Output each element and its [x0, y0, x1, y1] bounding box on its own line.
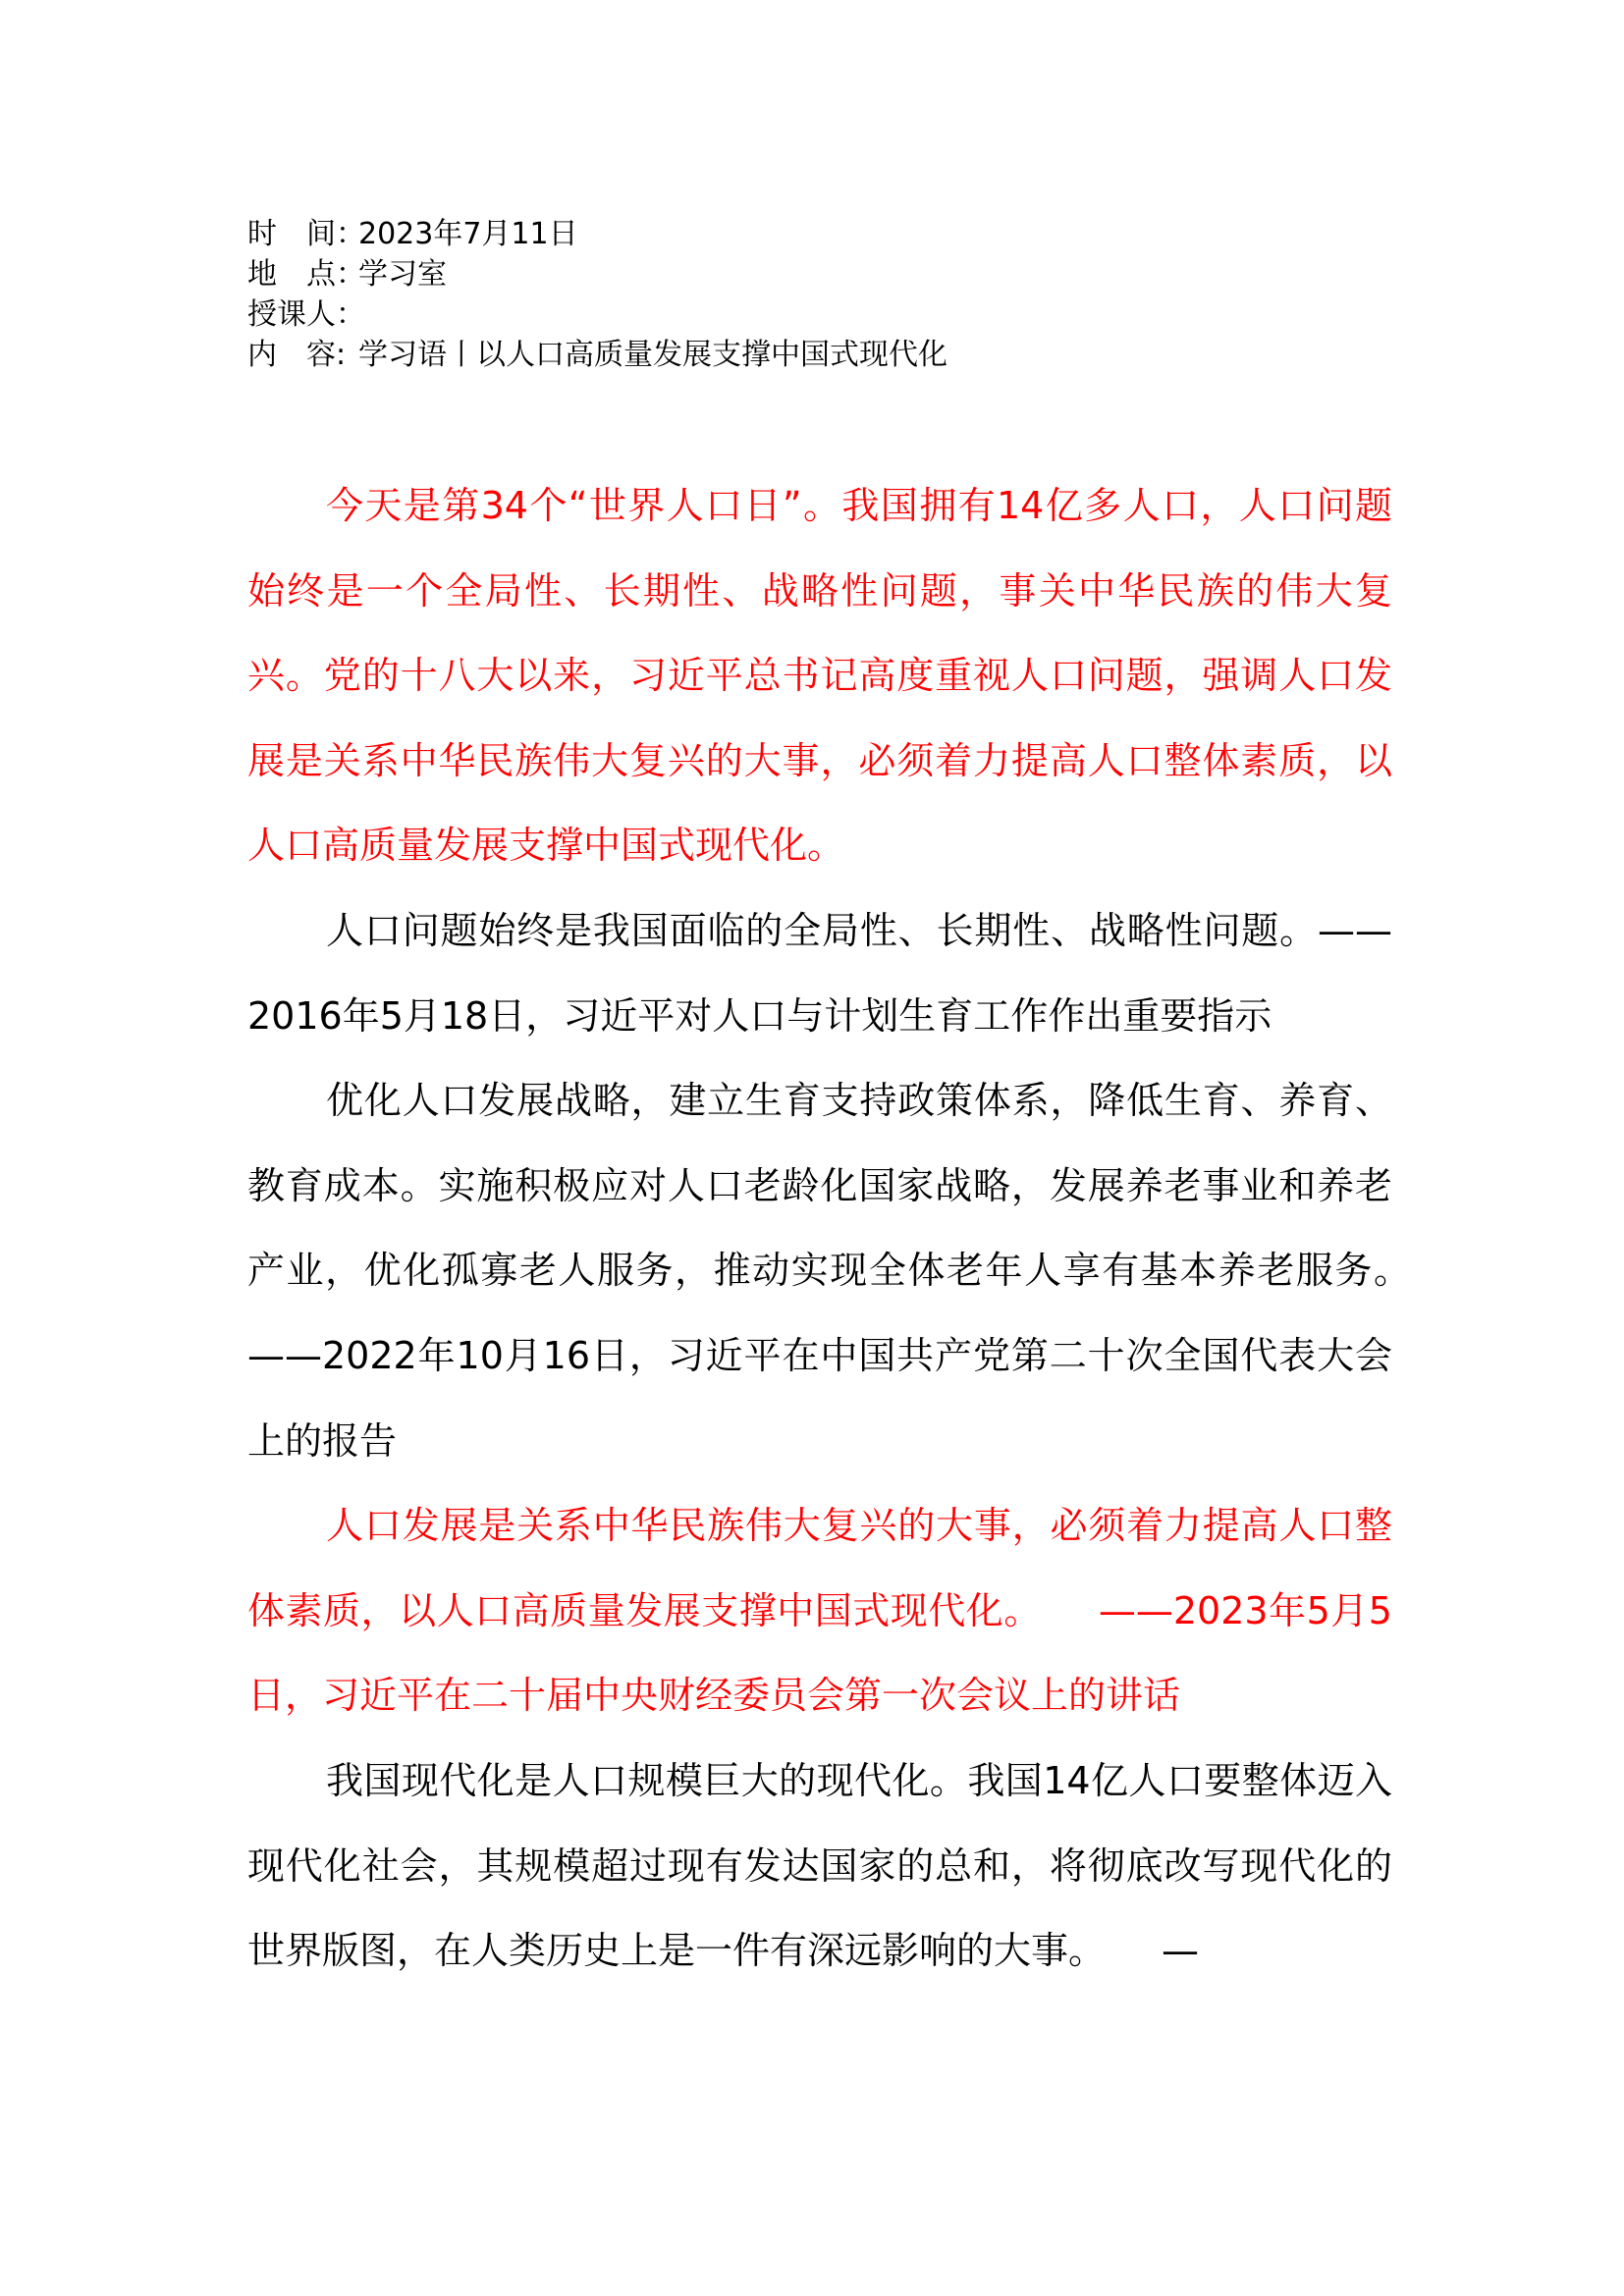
lecturer-row [247, 294, 1377, 335]
place-value: 学习室 [358, 257, 447, 292]
time-label: 时 间： [247, 217, 365, 251]
time-row [247, 214, 1377, 254]
paragraph-quote-2023: 人口发展是关系中华民族伟大复兴的大事，必须着力提高人口整体素质，以人口高质量发展支撑中国式现代化。 ——2023年5月5日，习近平在二十届中央财经委员会第一次会议上的讲话 [247, 1504, 1392, 1718]
content-row [247, 335, 1377, 375]
place-row [247, 254, 1377, 294]
content-value: 学习语丨以人口高质量发展支撑中国式现代化 [358, 338, 947, 372]
paragraph-quote-2022: 优化人口发展战略，建立生育支持政策体系，降低生育、养育、教育成本。实施积极应对人口老龄化国家战略，发展养老事业和养老产业，优化孤寡老人服务，推动实现全体老年人享有基本养老服务。 ——2022年10月16日，习近平在中国共产党第二十次全国代表大会上的报告 [247, 1079, 1468, 1463]
paragraph-intro: 今天是第34个“世界人口日”。我国拥有14亿多人口，人口问题始终是一个全局性、长期性、战略性问题，事关中华民族的伟大复兴。党的十八大以来，习近平总书记高度重视人口问题，强调人口发展是关系中华民族伟大复兴的大事，必须着力提高人口整体素质，以人口高质量发展支撑中国式现代化。 [247, 484, 1392, 868]
paragraph-modernization: 我国现代化是人口规模巨大的现代化。我国14亿人口要整体迈入现代化社会，其规模超过现有发达国家的总和，将彻底改写现代化的世界版图，在人类历史上是一件有深远影响的大事。 — [247, 1758, 1392, 1973]
time-value: 2023年7月11日 [358, 217, 578, 251]
document-body [247, 463, 1468, 1994]
place-label: 地 点： [247, 257, 365, 292]
lecture-header [247, 214, 1377, 375]
lecturer-label: 授课人： [247, 297, 365, 332]
paragraph-quote-2016: 人口问题始终是我国面临的全局性、长期性、战略性问题。——2016年5月18日，习近平对人口与计划生育工作作出重要指示 [247, 908, 1392, 1038]
content-label: 内 容: [247, 338, 347, 372]
